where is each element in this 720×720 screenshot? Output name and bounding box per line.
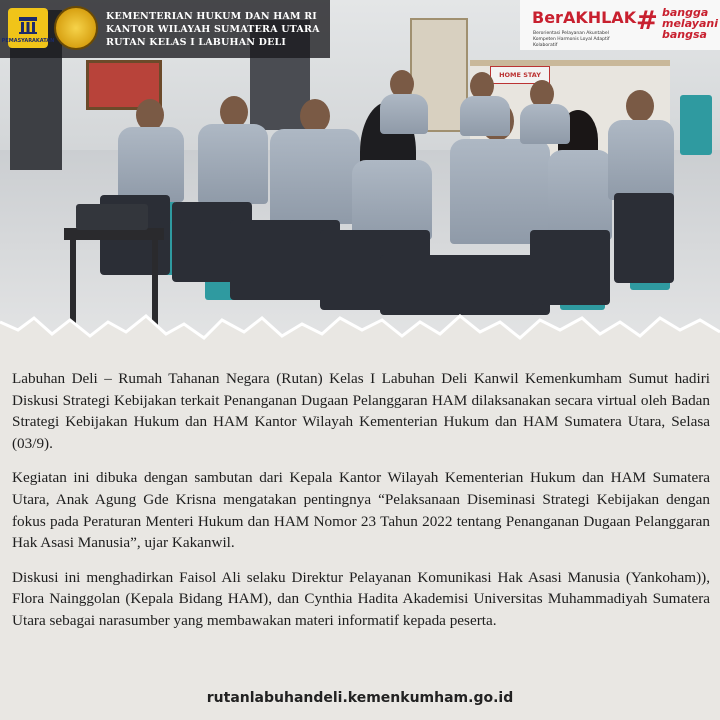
projector <box>76 204 148 230</box>
hashtag-icon: # <box>636 6 658 36</box>
logo-emblem-icon <box>16 13 40 37</box>
logo-text: PEMASYARAKATAN <box>1 37 55 44</box>
header-line: RUTAN KELAS I LABUHAN DELI <box>106 37 287 48</box>
article-paragraph: Labuhan Deli – Rumah Tahanan Negara (Rutan) Kelas I Labuhan Deli Kanwil Kemenkumham Sumut hadiri Diskusi Strategi Kebijakan terkait Penanganan Dugaan Pelanggaran HAM dilaksanakan secara virtual oleh Badan Strategi Kebijakan Hukum dan HAM Kantor Wilayah Kementerian Hukum dan HAM Sumatera Utara, Selasa (03/9). <box>12 370 710 452</box>
article-paragraph: Kegiatan ini dibuka dengan sambutan dari Kepala Kantor Wilayah Kementerian Hukum dan HAM Sumatera Utara, Anak Agung Gde Krisna mengatakan pentingnya “Pelaksanaan Diseminasi Strategi Kebijakan dengan fokus pada Peraturan Menteri Hukum dan HAM Nomor 23 Tahun 2022 tentang Penanganan Dugaan Pelanggaran Hak Asasi Manusia”, ujar Kakanwil. <box>12 469 710 552</box>
header-line: KANTOR WILAYAH SUMATERA UTARA <box>106 24 320 35</box>
bangga-line: melayani <box>662 17 718 30</box>
article-body <box>12 368 710 645</box>
institution-header <box>0 0 330 58</box>
torn-paper-edge <box>0 300 720 360</box>
bangga-line: bangga <box>662 6 709 19</box>
berakhlak-tagline: Berorientasi Pelayanan Akuntabel Kompeten Harmonis Loyal Adaptif Kolaboratif <box>533 31 610 48</box>
header-title <box>106 10 320 49</box>
header-photo <box>0 0 720 335</box>
pemasyarakatan-logo <box>1 8 55 48</box>
header-line: KEMENTERIAN HUKUM DAN HAM RI <box>106 11 317 22</box>
photo-right-chair <box>680 95 712 155</box>
homestay-sign: HOME STAY <box>490 66 550 84</box>
bangga-melayani-logo <box>662 7 718 40</box>
bangga-line: bangsa <box>662 28 707 41</box>
article-paragraph: Diskusi ini menghadirkan Faisol Ali selaku Direktur Pelayanan Komunikasi Hak Asasi Manusia (Yankoham)), Flora Nainggolan (Kepala Bidang HAM), dan Cynthia Hadita Akademisi Universitas Muhammadiyah Sumatera Utara sebagai narasumber yang membawakan materi informatif kepada peserta. <box>12 568 710 629</box>
berakhlak-logo: BerAKHLAK <box>532 8 637 27</box>
kemenkumham-seal <box>54 6 98 50</box>
website-footer: rutanlabuhandeli.kemenkumham.go.id <box>206 690 514 706</box>
